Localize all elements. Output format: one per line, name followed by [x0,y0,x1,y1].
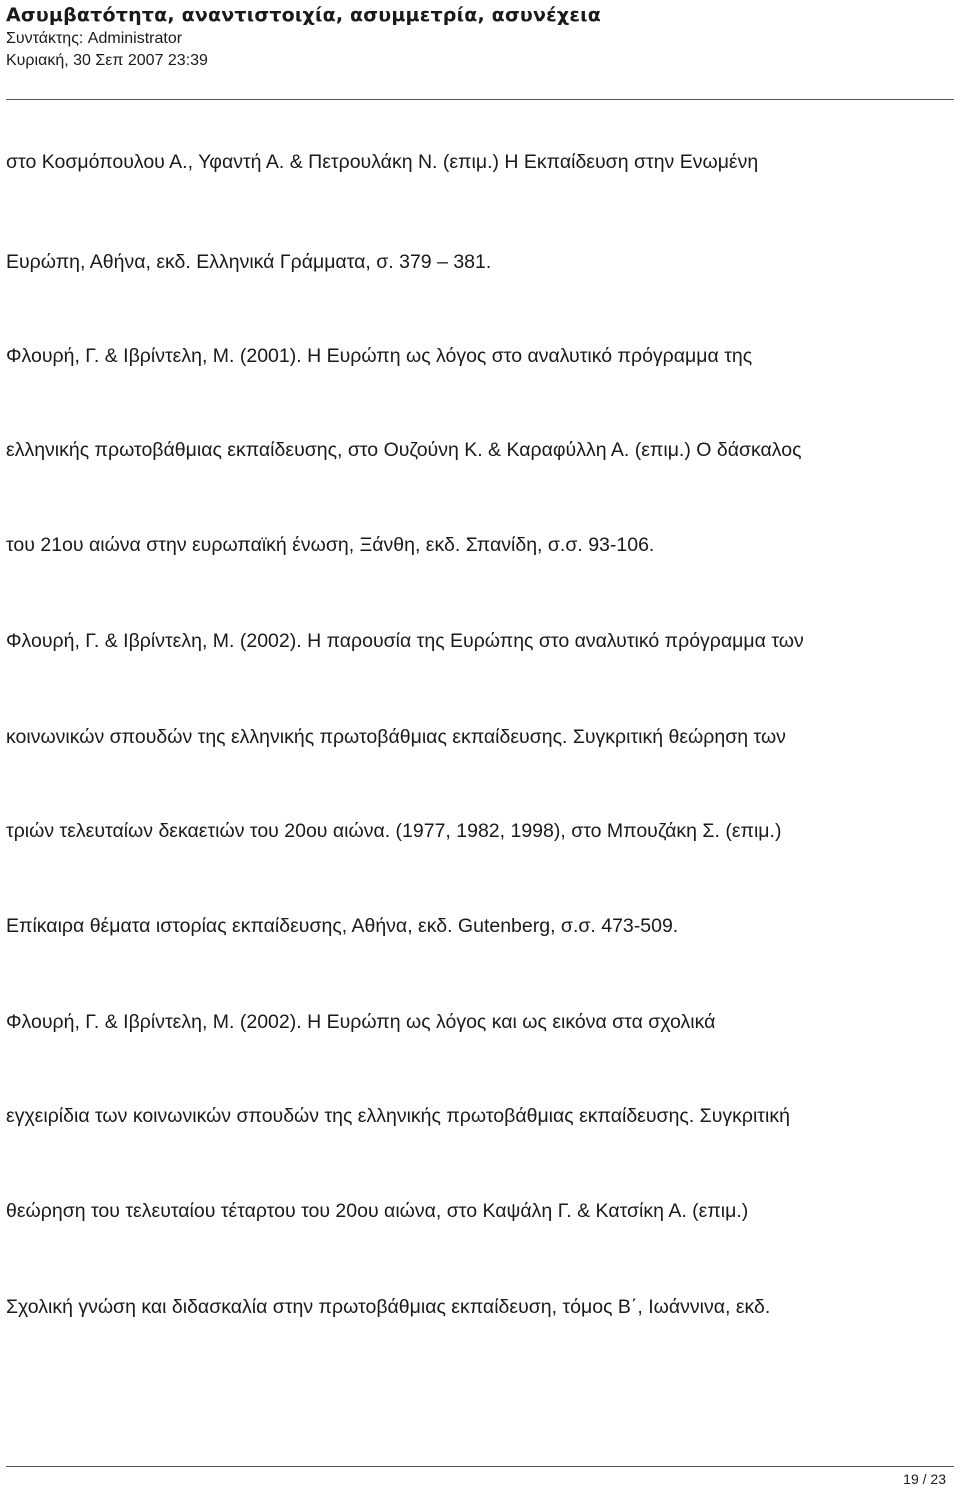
text-line: θεώρηση του τελευταίου τέταρτου του 20ου αιώνα, στο Καψάλη Γ. & Κατσίκη Α. (επιμ.) [6,1200,749,1222]
text-line: τριών τελευταίων δεκαετιών του 20ου αιώνα. (1977, 1982, 1998), στο Μπουζάκη Σ. (επιμ.) [6,820,782,842]
text-line: ελληνικής πρωτοβάθμιας εκπαίδευσης, στο Ουζούνη Κ. & Καραφύλλη Α. (επιμ.) Ο δάσκαλος [6,439,802,461]
document-title: Ασυμβατότητα, αναντιστοιχία, ασυμμετρία, ασυνέχεια [6,4,601,26]
text-line: Σχολική γνώση και διδασκαλία στην πρωτοβάθμιας εκπαίδευση, τόμος Β΄, Ιωάννινα, εκδ. [6,1296,771,1318]
header-divider [6,99,954,100]
text-line: Ευρώπη, Αθήνα, εκδ. Ελληνικά Γράμματα, σ. 379 – 381. [6,251,492,273]
text-line: Επίκαιρα θέματα ιστορίας εκπαίδευσης, Αθήνα, εκδ. Gutenberg, σ.σ. 473-509. [6,915,679,937]
author-line: Συντάκτης: Administrator [6,30,183,47]
text-line: κοινωνικών σπουδών της ελληνικής πρωτοβάθμιας εκπαίδευσης. Συγκριτική θεώρηση των [6,726,786,748]
text-line: Φλουρή, Γ. & Ιβρίντελη, Μ. (2002). Η Ευρώπη ως λόγος και ως εικόνα στα σχολικά [6,1011,716,1033]
footer-divider [6,1466,954,1467]
text-line: Φλουρή, Γ. & Ιβρίντελη, Μ. (2001). Η Ευρώπη ως λόγος στο αναλυτικό πρόγραμμα της [6,345,753,367]
text-line: Φλουρή, Γ. & Ιβρίντελη, Μ. (2002). Η παρουσία της Ευρώπης στο αναλυτικό πρόγραμμα των [6,630,804,652]
text-line: στο Κοσμόπουλου Α., Υφαντή Α. & Πετρουλάκη Ν. (επιμ.) Η Εκπαίδευση στην Ενωμένη [6,151,759,173]
text-line: εγχειρίδια των κοινωνικών σπουδών της ελληνικής πρωτοβάθμιας εκπαίδευσης. Συγκριτική [6,1105,790,1127]
text-line: του 21ου αιώνα στην ευρωπαϊκή ένωση, Ξάνθη, εκδ. Σπανίδη, σ.σ. 93-106. [6,534,655,556]
page-number: 19 / 23 [903,1471,946,1487]
document-header [6,0,954,72]
date-line: Κυριακή, 30 Σεπ 2007 23:39 [6,52,208,69]
